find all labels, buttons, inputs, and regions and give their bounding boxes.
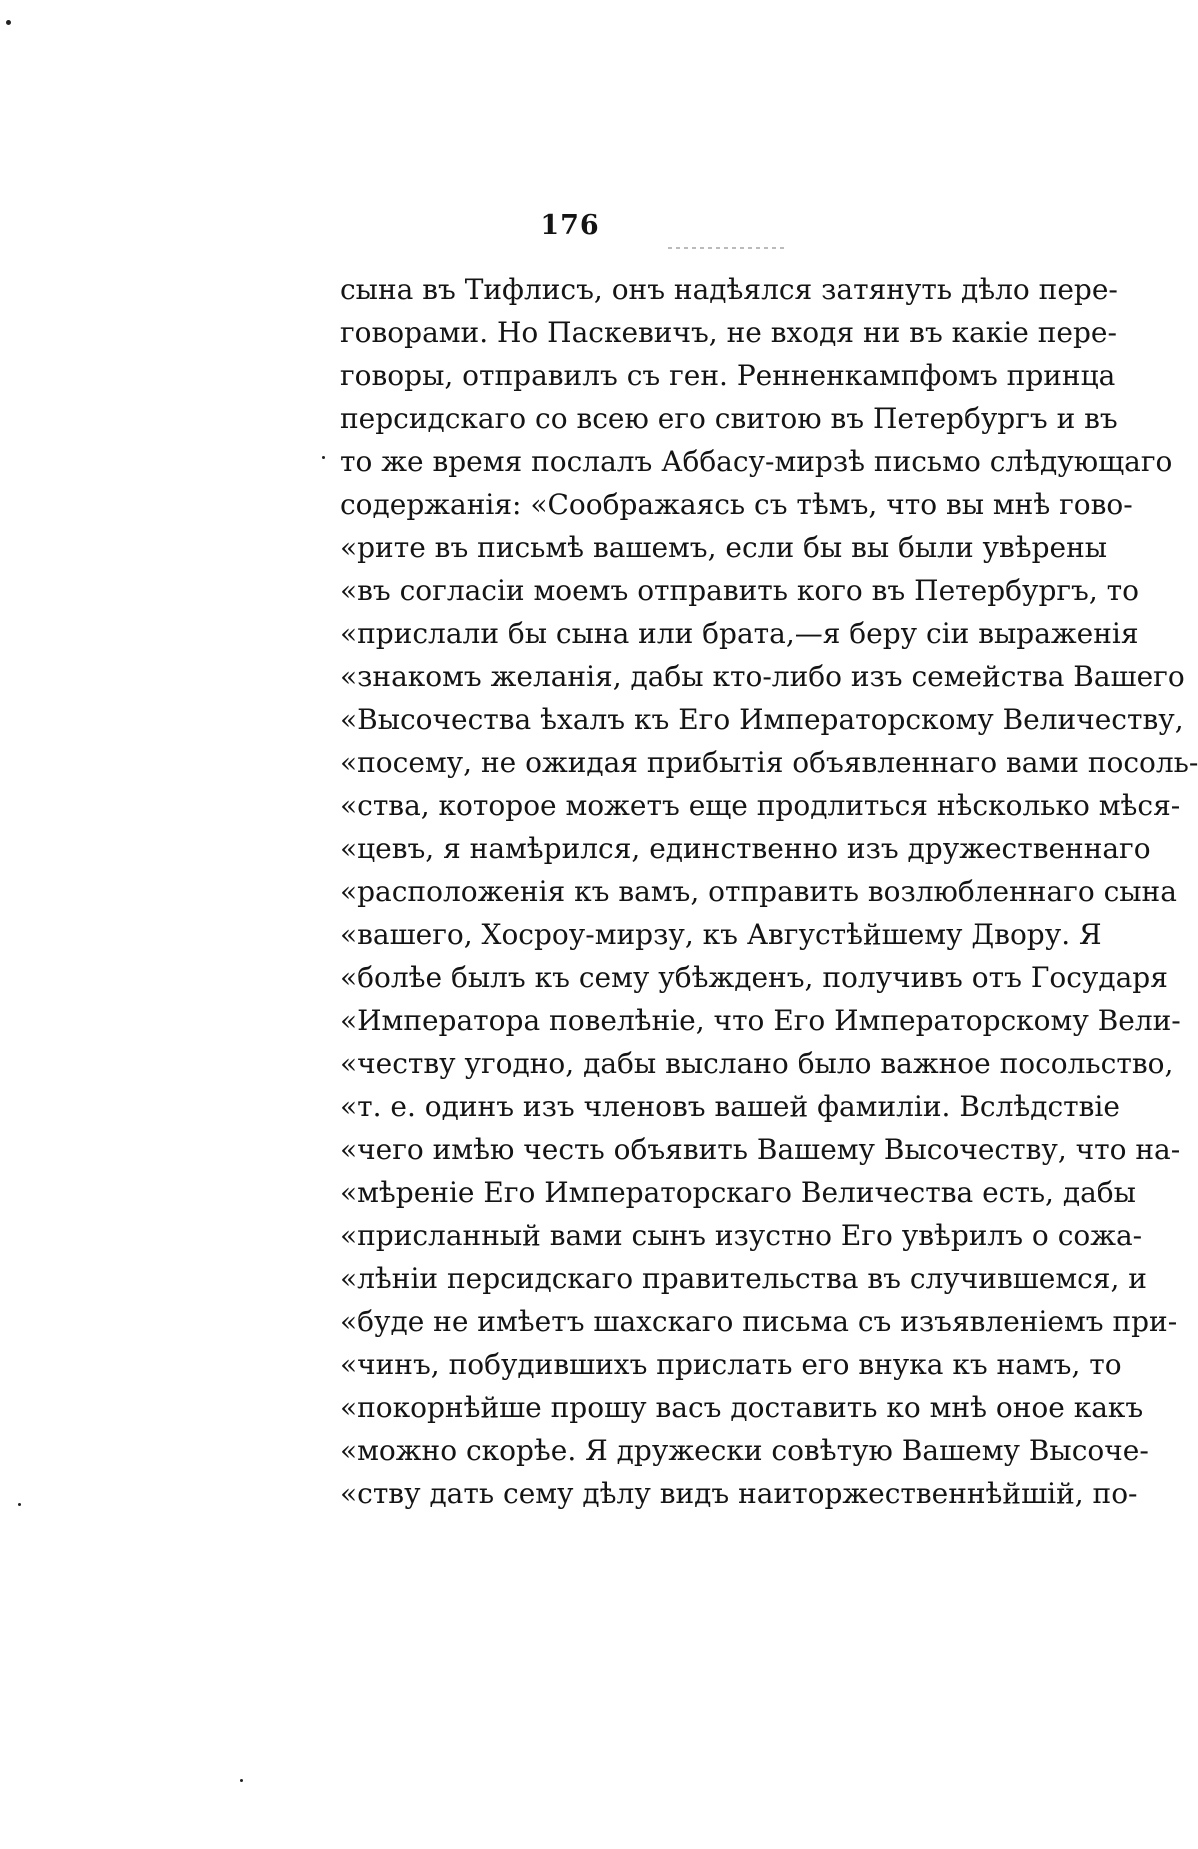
text-line: «рите въ письмѣ вашемъ, если бы вы были увѣрены (340, 531, 1108, 564)
text-line: «посему, не ожидая прибытія объявленнаго вами посоль- (340, 746, 1198, 779)
text-line: «Императора повелѣніе, что Его Императорскому Вели- (340, 1004, 1181, 1037)
text-line: «т. е. одинъ изъ членовъ вашей фамиліи. Вслѣдствіе (340, 1090, 1120, 1123)
page-number: 176 (540, 210, 600, 241)
text-line: «цевъ, я намѣрился, единственно изъ дружественнаго (340, 832, 1151, 865)
text-line: то же время послалъ Аббасу-мирзѣ письмо слѣдующаго (340, 445, 1173, 478)
text-line: «мѣреніе Его Императорскаго Величества есть, дабы (340, 1176, 1136, 1209)
text-line: «буде не имѣетъ шахскаго письма съ изъявленіемъ при- (340, 1305, 1178, 1338)
text-line: «лѣніи персидскаго правительства въ случившемся, и (340, 1262, 1147, 1295)
text-line: сына въ Тифлисъ, онъ надѣялся затянуть дѣло пере- (340, 273, 1118, 306)
text-line: «чего имѣю честь объявить Вашему Высочеству, что на- (340, 1133, 1181, 1166)
text-line: «присланный вами сынъ изустно Его увѣрилъ о сожа- (340, 1219, 1143, 1252)
text-line: «знакомъ желанія, дабы кто-либо изъ семейства Вашего (340, 660, 1185, 693)
body-text (340, 268, 1198, 1515)
text-line: «честву угодно, дабы выслано было важное посольство, (340, 1047, 1174, 1080)
text-line: «вашего, Хосроу-мирзу, къ Августѣйшему Двору. Я (340, 918, 1102, 951)
text-line: «чинъ, побудившихъ прислать его внука къ намъ, то (340, 1348, 1122, 1381)
scan-speck (322, 456, 325, 459)
text-line: «ства, которое можетъ еще продлиться нѣсколько мѣся- (340, 789, 1181, 822)
text-line: «прислали бы сына или брата,—я беру сіи выраженія (340, 617, 1139, 650)
scan-speck (240, 1779, 243, 1782)
text-line: «въ согласіи моемъ отправить кого въ Петербургъ, то (340, 574, 1140, 607)
text-line: «покорнѣйше прошу васъ доставить ко мнѣ оное какъ (340, 1391, 1144, 1424)
text-line: персидскаго со всею его свитою въ Петербургъ и въ (340, 402, 1118, 435)
page-number-rule (668, 247, 786, 249)
text-line: «ству дать сему дѣлу видъ наиторжественнѣйшій, по- (340, 1477, 1138, 1510)
scan-speck (18, 1503, 21, 1506)
scan-speck (6, 20, 11, 25)
text-line: говоры, отправилъ съ ген. Ренненкампфомъ принца (340, 359, 1116, 392)
text-line: «расположенія къ вамъ, отправить возлюбленнаго сына (340, 875, 1177, 908)
text-line: «можно скорѣе. Я дружески совѣтую Вашему Высоче- (340, 1434, 1149, 1467)
text-line: «болѣе былъ къ сему убѣжденъ, получивъ отъ Государя (340, 961, 1168, 994)
text-line: «Высочества ѣхалъ къ Его Императорскому Величеству, (340, 703, 1184, 736)
text-line: говорами. Но Паскевичъ, не входя ни въ какіе пере- (340, 316, 1117, 349)
text-line: содержанія: «Соображаясь съ тѣмъ, что вы мнѣ гово- (340, 488, 1133, 521)
